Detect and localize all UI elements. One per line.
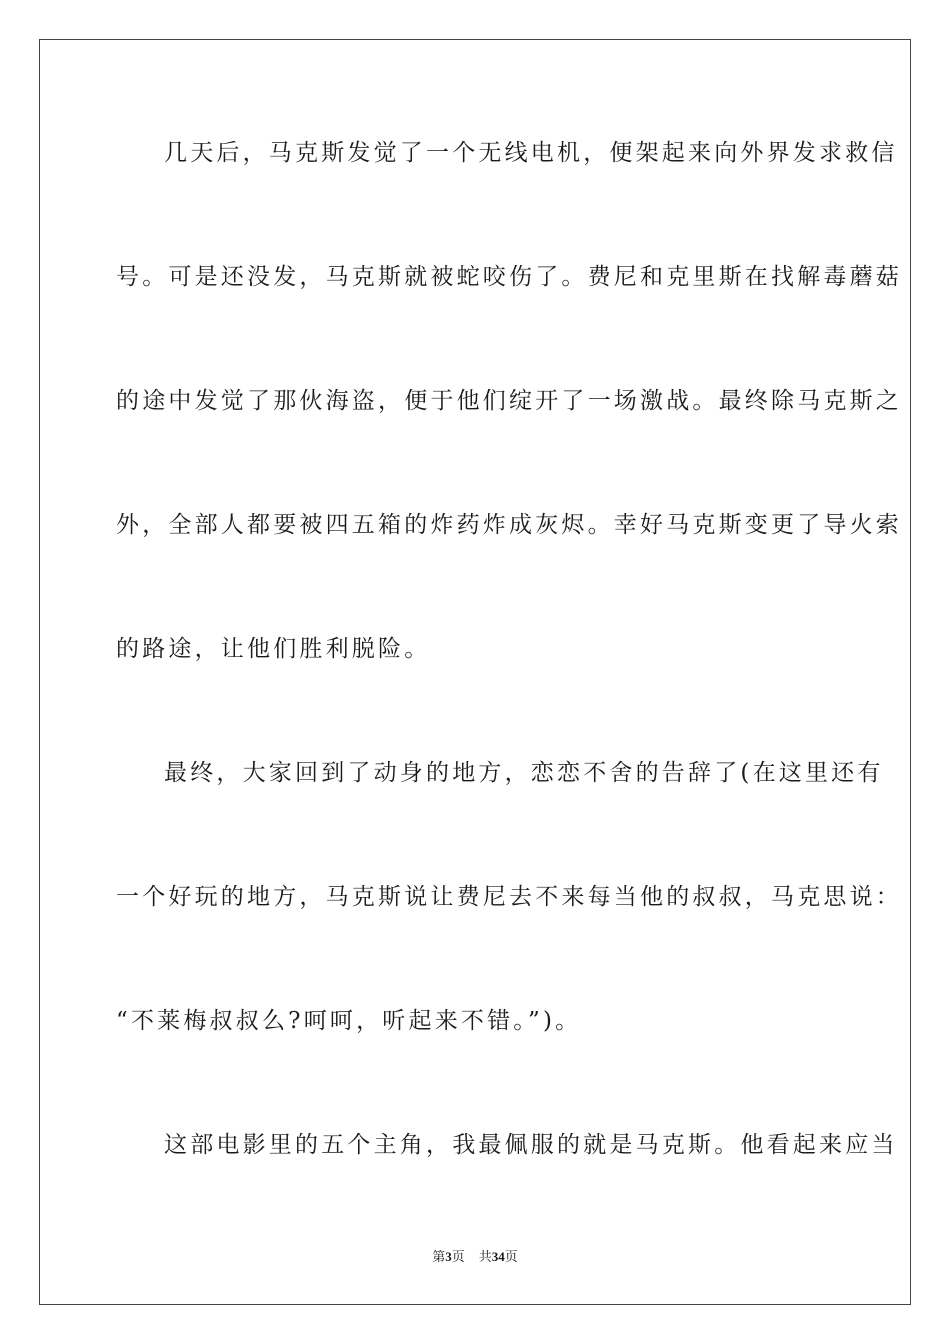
current-page-number: 3: [445, 1249, 452, 1264]
footer-page-suffix: 页: [451, 1249, 465, 1264]
text-line: “不莱梅叔叔么?呵呵，听起来不错。”)。: [116, 1008, 582, 1034]
page-border: [39, 39, 911, 1305]
total-page-count: 34: [491, 1249, 505, 1264]
footer-total-prefix: 共: [478, 1249, 492, 1264]
text-line: 几天后，马克斯发觉了一个无线电机，便架起来向外界发求救信: [164, 140, 898, 166]
text-line: 这部电影里的五个主角，我最佩服的就是马克斯。他看起来应当: [164, 1132, 898, 1158]
footer-prefix: 第: [432, 1249, 446, 1264]
text-line: 的途中发觉了那伙海盗，便于他们绽开了一场激战。最终除马克斯之: [116, 388, 902, 414]
text-line: 一个好玩的地方，马克斯说让费尼去不来每当他的叔叔，马克思说：: [116, 884, 902, 910]
text-line: 最终，大家回到了动身的地方，恋恋不舍的告辞了(在这里还有: [164, 760, 884, 786]
text-line: 的路途，让他们胜利脱险。: [116, 636, 431, 662]
page-footer: [0, 1249, 950, 1265]
text-line: 外，全部人都要被四五箱的炸药炸成灰烬。幸好马克斯变更了导火索: [116, 512, 902, 538]
text-line: 号。可是还没发，马克斯就被蛇咬伤了。费尼和克里斯在找解毒蘑菇: [116, 264, 902, 290]
footer-total-suffix: 页: [504, 1249, 518, 1264]
